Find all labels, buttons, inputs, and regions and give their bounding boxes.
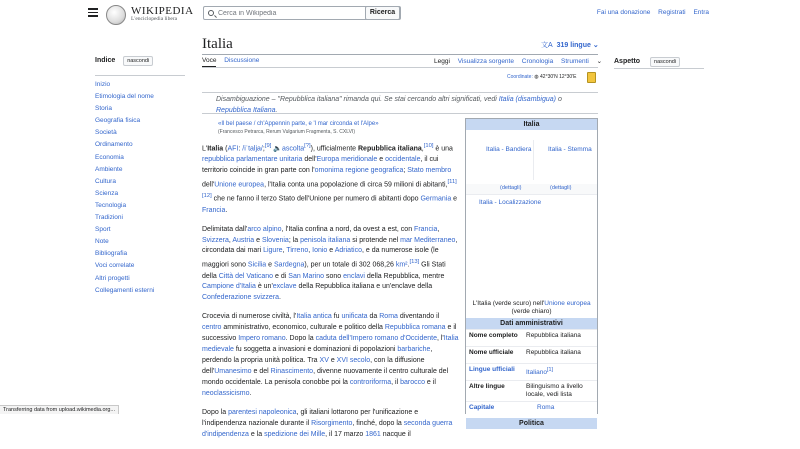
row-value: Repubblica italiana [526,332,581,339]
search-icon [208,10,214,16]
toc-item[interactable]: Altri progetti [95,274,130,282]
row-label: Nome completo [469,332,518,339]
toc-item[interactable]: Tradizioni [95,214,123,222]
row-label-link[interactable]: Capitale [469,404,495,411]
wordmark-tagline: L'enciclopedia libera [131,16,178,22]
globe-icon: ◍ [534,74,539,80]
row-value: Bilinguismo a livello locale, vedi lista [526,383,583,398]
toc-item[interactable]: Sport [95,226,111,234]
coordinates-label[interactable]: Coordinate: [507,74,533,80]
toc-item[interactable]: Storia [95,105,112,113]
location-map [466,194,597,298]
toc-hide-button[interactable]: nascondi [123,56,153,66]
flag-details-link[interactable]: (dettagli) [500,185,522,191]
wordmark-title: WIKIPEDIA [131,5,194,17]
appearance-title: Aspetto [614,58,641,65]
chevron-down-icon: ⌄ [592,42,599,49]
toc-item[interactable]: Cultura [95,177,116,185]
flags-divider [533,140,534,180]
paragraph-geography: Delimitata dall'arco alpino, l'Italia confina a nord, da ovest a est, con Francia, Svizzera, Austria e Slovenia; la penisola italiana si protende nel mar Mediterraneo, circondata dai mari Ligure, Tirreno, Ionio e Adriatico, e da numerose isole (le maggiori sono Sicilia e Sardegna), per un totale di 302 068,26 km².[13] Gli Stati della Città del Vaticano e di San Marino sono enclavi della Repubblica, mentre Campione d'Italia è un'exclave della Repubblica italiana e un'enclave della Confederazione svizzera. [202,225,458,302]
infobox-flags [466,130,597,191]
tab-discussione[interactable]: Discussione [224,57,260,64]
emblem-details-link[interactable]: (dettagli) [550,185,572,191]
paragraph-history: Crocevia di numerose civiltà, l'Italia antica fu unificata da Roma diventando il centro amministrativo, economico, culturale e politico della Repubblica romana e il successivo Impero romano. Dopo la caduta dell'Impero romano d'Occidente, l'Italia medievale fu soggetta a invasioni e dominazioni di popolazioni barbariche, perdendo la propria unità politica. Tra XV e XVI secolo, con la diffusione dell'Umanesimo e del Rinascimento, divenne nuovamente il centro culturale del mondo occidentale. La penisola conobbe poi la controriforma, il barocco e il neoclassicismo. [202,313,459,397]
infobox-row [466,380,597,401]
emblem-image-link[interactable]: Italia - Stemma [548,146,592,153]
quote-text[interactable]: «Il bel paese / ch'Appennin parte, e 'l mar circonda et l'Alpe» [218,121,379,127]
lock-icon[interactable] [587,72,596,83]
politics-heading: Politica [466,418,597,429]
tab-leggi[interactable]: Leggi [434,58,450,68]
main-menu-icon[interactable] [88,8,98,17]
country-infobox [465,118,598,427]
appearance-panel-heading [614,57,680,67]
coordinates [507,74,576,80]
caption-text-2: (verde chiaro) [511,308,552,315]
toc-item[interactable]: Geografia fisica [95,117,141,125]
search-input[interactable] [218,7,368,19]
row-value: Italiano[1] [526,367,553,377]
disambiguation-hatnote [202,92,598,114]
hatnote-text-2: o [556,96,562,103]
tools-menu[interactable]: Strumenti ⌄ [561,58,603,65]
admin-data-heading: Dati amministrativi [466,318,597,329]
caption-eu-link[interactable]: Unione europea [544,300,591,307]
toc-item[interactable]: Inizio [95,81,111,88]
table-of-contents [95,56,185,297]
tab-visualizza-sorgente[interactable]: Visualizza sorgente [457,58,514,65]
hatnote-link-repubblica[interactable]: Repubblica Italiana [216,106,276,114]
hatnote-link-disambigua[interactable]: Italia (disambigua) [498,96,556,103]
wikipedia-wordmark[interactable] [131,5,194,22]
tabs-divider [202,67,598,68]
caption-text: L'Italia (verde scuro) nell' [472,300,545,307]
view-tabs [434,57,608,65]
site-header [0,0,800,28]
toc-item[interactable]: Scienza [95,189,119,197]
language-link[interactable]: Italiano [526,369,547,377]
toc-item[interactable]: Ambiente [95,165,123,173]
infobox-row [466,329,597,346]
toc-item[interactable]: Collegamenti esterni [95,286,155,294]
toc-list [95,75,185,297]
toc-heading [95,56,185,66]
register-link[interactable]: Registrati [658,9,686,16]
infobox-row [466,363,597,380]
capital-link[interactable]: Roma [537,404,555,411]
language-count: 319 lingue [556,42,591,49]
infobox-row [466,401,597,418]
tools-label: Strumenti [561,58,589,65]
toc-item[interactable]: Economia [95,153,124,161]
toc-item[interactable]: Note [95,238,109,246]
appearance-hide-button[interactable]: nascondi [650,57,680,67]
donate-link[interactable]: Fai una donazione [596,9,651,16]
tab-cronologia[interactable]: Cronologia [521,58,554,65]
epigraph-quote [218,120,379,136]
tab-voce[interactable]: Voce [202,57,216,67]
browser-status-bar: Transferring data from upload.wikimedia.org... [0,405,119,414]
search-button[interactable]: Ricerca [365,6,400,20]
toc-item[interactable]: Voci correlate [95,262,135,270]
namespace-tabs [202,57,265,64]
infobox-row [466,346,597,363]
toc-title: Indice [95,57,116,64]
wikipedia-logo[interactable] [106,5,126,25]
appearance-divider [614,68,704,69]
login-link[interactable]: Entra [693,9,709,16]
article-body [202,141,460,449]
toc-item[interactable]: Bibliografia [95,250,128,258]
row-value: Repubblica italiana [526,349,581,356]
coordinates-value[interactable]: 42°30′N 12°30′E [540,74,577,80]
row-label-link[interactable]: Lingue ufficiali [469,366,515,373]
toc-item[interactable]: Tecnologia [95,201,127,209]
toc-item[interactable]: Etimologia del nome [95,93,154,101]
translate-icon: 文A [541,42,553,49]
page-title: Italia [202,36,233,52]
map-caption [466,298,597,318]
location-map-link[interactable]: Italia - Localizzazione [479,199,542,206]
language-selector[interactable] [541,40,599,50]
flag-image-link[interactable]: Italia - Bandiera [486,146,532,153]
paragraph-unification: Dopo la parentesi napoleonica, gli italiani lottarono per l'unificazione e l'indipendenza nazionale durante il Risorgimento, finché, dopo la seconda guerra d'indipendenza e la spedizione dei Mille, il 17 marzo 1861 nacque il [202,408,453,438]
row-label: Nome ufficiale [469,349,514,356]
user-links [591,9,709,16]
toc-item[interactable]: Società [95,129,117,137]
hatnote-text-3: . [275,106,278,114]
search-box [203,6,401,20]
toc-item[interactable]: Ordinamento [95,141,133,149]
quote-source: (Francesco Petrarca, Rerum Vulgarium Fragmenta, S. CXLVI) [218,129,355,135]
infobox-title: Italia [466,119,597,130]
row-label: Altre lingue [469,383,505,390]
title-divider [202,54,598,55]
hatnote-text: Disambiguazione – "Repubblica italiana" rimanda qui. Se stai cercando altri significati, vedi [216,96,499,103]
paragraph-intro: L'Italia (AFI: /iˈtalja/;[9] 🔈ascolta[?]), ufficialmente Repubblica italiana,[10] è una repubblica parlamentare unitaria dell'Europa meridionale e occidentale, il cui territorio coincide in gran parte con l'omonima regione geografica; Stato membro dell'Unione europea, l'Italia conta una popolazione di circa 59 milioni di abitanti,[11][12] che ne fanno il terzo Stato dell'Unione per numero di abitanti dopo Germania e Francia. [202,143,458,214]
